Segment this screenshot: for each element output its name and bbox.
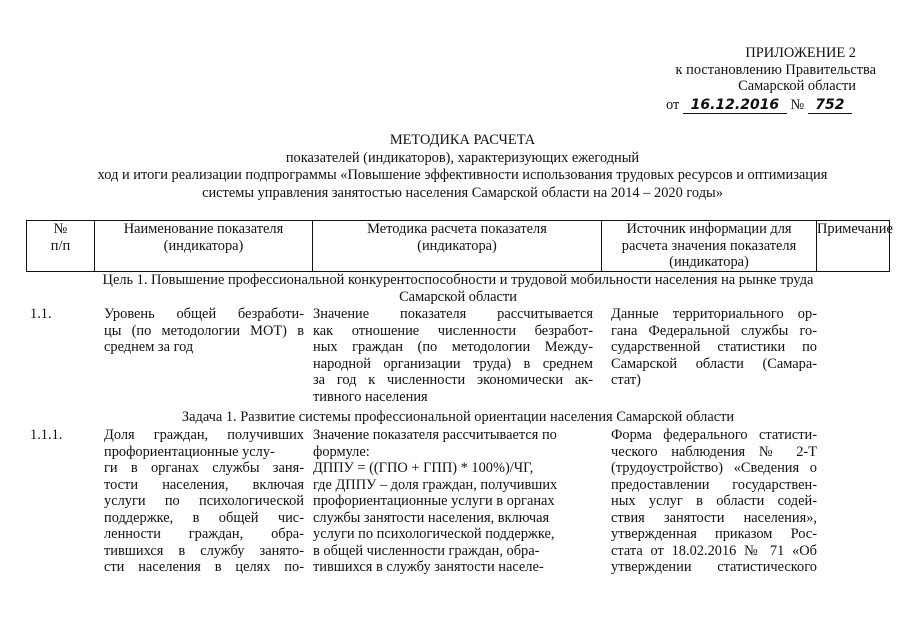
heading-line-3: системы управления занятостью населения Самарской области на 2014 – 2020 годы» xyxy=(202,184,723,201)
appendix-resolution: к постановлению Правительства xyxy=(675,61,876,78)
appendix-region: Самарской области xyxy=(738,78,856,94)
row-number: 1.1.1. xyxy=(30,427,63,443)
heading-line-1: показателей (индикаторов), характеризующих ежегодный xyxy=(285,149,640,166)
handwritten-date: 16.12.2016 xyxy=(683,98,787,114)
task-heading: Задача 1. Развитие системы профессиональной ориентации населения Самарской области xyxy=(181,409,735,425)
date-prefix: от xyxy=(666,96,680,113)
document-heading xyxy=(40,132,885,202)
header-method: Методика расчета показателя (индикатора) xyxy=(313,221,602,271)
handwritten-number: 752 xyxy=(808,98,852,114)
header-number: № п/п xyxy=(27,221,95,271)
goal-heading xyxy=(26,272,890,305)
formula: ДППУ = ((ГПО + ГПП) * 100%)/ЧГ, xyxy=(313,460,534,476)
appendix-block xyxy=(600,45,880,114)
appendix-date-line xyxy=(600,97,880,114)
heading-line-2: ход и итоги реализации подпрограммы «Повышение эффективности использования трудовых ресурсов и оптимизация xyxy=(97,167,828,183)
row-source: Форма федерального статисти- ческого наблюдения № 2-Т (трудоустройство) «Сведения о предоставлении государствен- ных услуг в области содей- ствия занятости населения», утвержденная приказом Рос- стата от 18.02.2016 № 71 «Об утверждении статистического xyxy=(611,427,817,575)
row-source: Данные территориального ор- гана Федеральной службы го- сударственной статистики по Самарской области (Самара- стат) xyxy=(611,306,817,388)
row-method: Значение показателя рассчитывается по формуле: ДППУ = ((ГПО + ГПП) * 100%)/ЧГ, где ДППУ – доля граждан, получивших профориентационные услуги в органах службы занятости населения, включая услуги по психологической поддержке, в общей численности граждан, обра- тившихся в службу занятости населе- xyxy=(313,427,593,576)
number-prefix: № xyxy=(790,96,805,113)
header-indicator-name: Наименование показателя (индикатора) xyxy=(95,221,313,271)
goal-line-1: Цель 1. Повышение профессиональной конкурентоспособности и трудовой мобильности населения на рынке труда xyxy=(102,272,814,288)
appendix-title: ПРИЛОЖЕНИЕ 2 xyxy=(745,45,856,61)
header-note: Примечание xyxy=(817,221,893,237)
row-number: 1.1. xyxy=(30,306,52,322)
header-source: Источник информации для расчета значения показателя (индикатора) xyxy=(602,221,817,271)
row-method: Значение показателя рассчитывается как отношение численности безработ- ных граждан (по методологии Между- народной организации труда) в среднем за год к численности экономически ак- тивного населения xyxy=(313,306,593,405)
goal-line-2: Самарской области xyxy=(399,288,517,305)
row-indicator-name: Доля граждан, получивших профориентационные услу- ги в органах службы заня- тости населения, включая услуги по психологической поддержке, в общей чис- ленности граждан, обра- тившихся в службу занято- сти населения в целях по- xyxy=(104,427,304,575)
heading-title: МЕТОДИКА РАСЧЕТА xyxy=(389,132,536,148)
table-header xyxy=(26,220,893,272)
indicators-table xyxy=(26,220,893,272)
row-indicator-name: Уровень общей безработи- цы (по методологии МОТ) в среднем за год xyxy=(104,306,304,355)
